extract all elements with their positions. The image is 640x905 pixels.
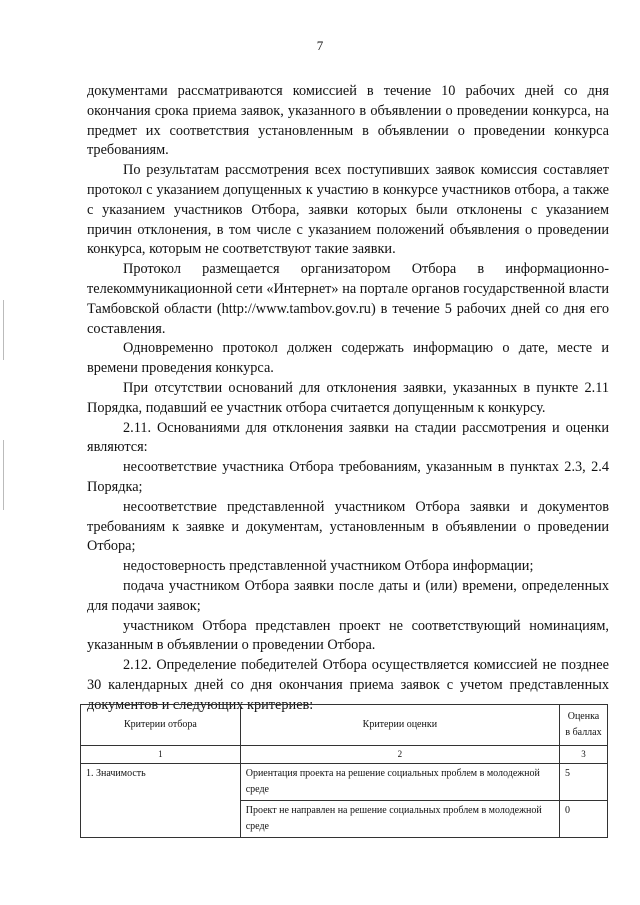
column-number: 3 [560,746,608,764]
score-cell: 0 [560,801,608,838]
column-number: 1 [81,746,241,764]
body-text [87,82,609,716]
header-score: Оценка в баллах [560,705,608,746]
criteria-table [80,704,608,838]
table-column-numbers-row [81,746,608,764]
header-selection-criteria: Критерии отбора [81,705,241,746]
evaluation-cell: Проект не направлен на решение социальных проблем в молодежной среде [240,801,559,838]
paragraph: По результатам рассмотрения всех поступивших заявок комиссия составляет протокол с указанием допущенных к участию в конкурсе участников отбора, а также с указанием участников Отбора, заявки которых были отклонены с указанием причин отклонения, в том числе с указанием положений объявления о проведении конкурса, которым не соответствуют такие заявки. [87,162,609,258]
header-evaluation-criteria: Критерии оценки [240,705,559,746]
table-header-row [81,705,608,746]
paragraph: Одновременно протокол должен содержать информацию о дате, месте и времени проведения конкурса. [87,340,609,377]
paragraph: недостоверность представленной участником Отбора информации; [123,558,534,575]
paragraph: несоответствие участника Отбора требованиям, указанным в пунктах 2.3, 2.4 Порядка; [87,459,609,495]
paragraph: несоответствие представленной участником Отбора заявки и документов требованиям к заявке и документам, установленным в объявлении о проведении Отбора; [87,498,609,555]
criterion-cell: 1. Значимость [81,764,241,838]
paragraph: 2.12. Определение победителей Отбора осуществляется комиссией не позднее 30 календарных дней со дня окончания приема заявок с учетом представленных документов и следующих критериев: [87,657,609,713]
scan-margin-mark [3,300,4,360]
score-cell: 5 [560,764,608,801]
paragraph: участником Отбора представлен проект не соответствующий номинациям, указанным в объявлении о проведении Отбора. [87,617,609,654]
evaluation-cell: Ориентация проекта на решение социальных проблем в молодежной среде [240,764,559,801]
paragraph: Протокол размещается организатором Отбора в информационно-телекоммуникационной сети «Интернет» на портале органов государственной власти Тамбовской области (http://www.tambov.gov.ru) в течение 5 рабочих дней со дня его составления. [87,261,609,337]
page-number: 7 [316,38,324,53]
paragraph: подача участником Отбора заявки после даты и (или) времени, определенных для подачи заявок; [87,577,609,614]
table-row [81,764,608,801]
scan-margin-mark [3,440,4,510]
paragraph: При отсутствии оснований для отклонения заявки, указанных в пункте 2.11 Порядка, подавший ее участник отбора считается допущенным к конкурсу. [87,379,609,416]
paragraph: документами рассматриваются комиссией в течение 10 рабочих дней со дня окончания срока приема заявок, указанного в объявлении о проведении конкурса, на предмет их соответствия установленным в объявлении о проведении конкурса требованиям. [87,83,609,159]
paragraph: 2.11. Основаниями для отклонения заявки на стадии рассмотрения и оценки являются: [87,419,609,456]
column-number: 2 [240,746,559,764]
